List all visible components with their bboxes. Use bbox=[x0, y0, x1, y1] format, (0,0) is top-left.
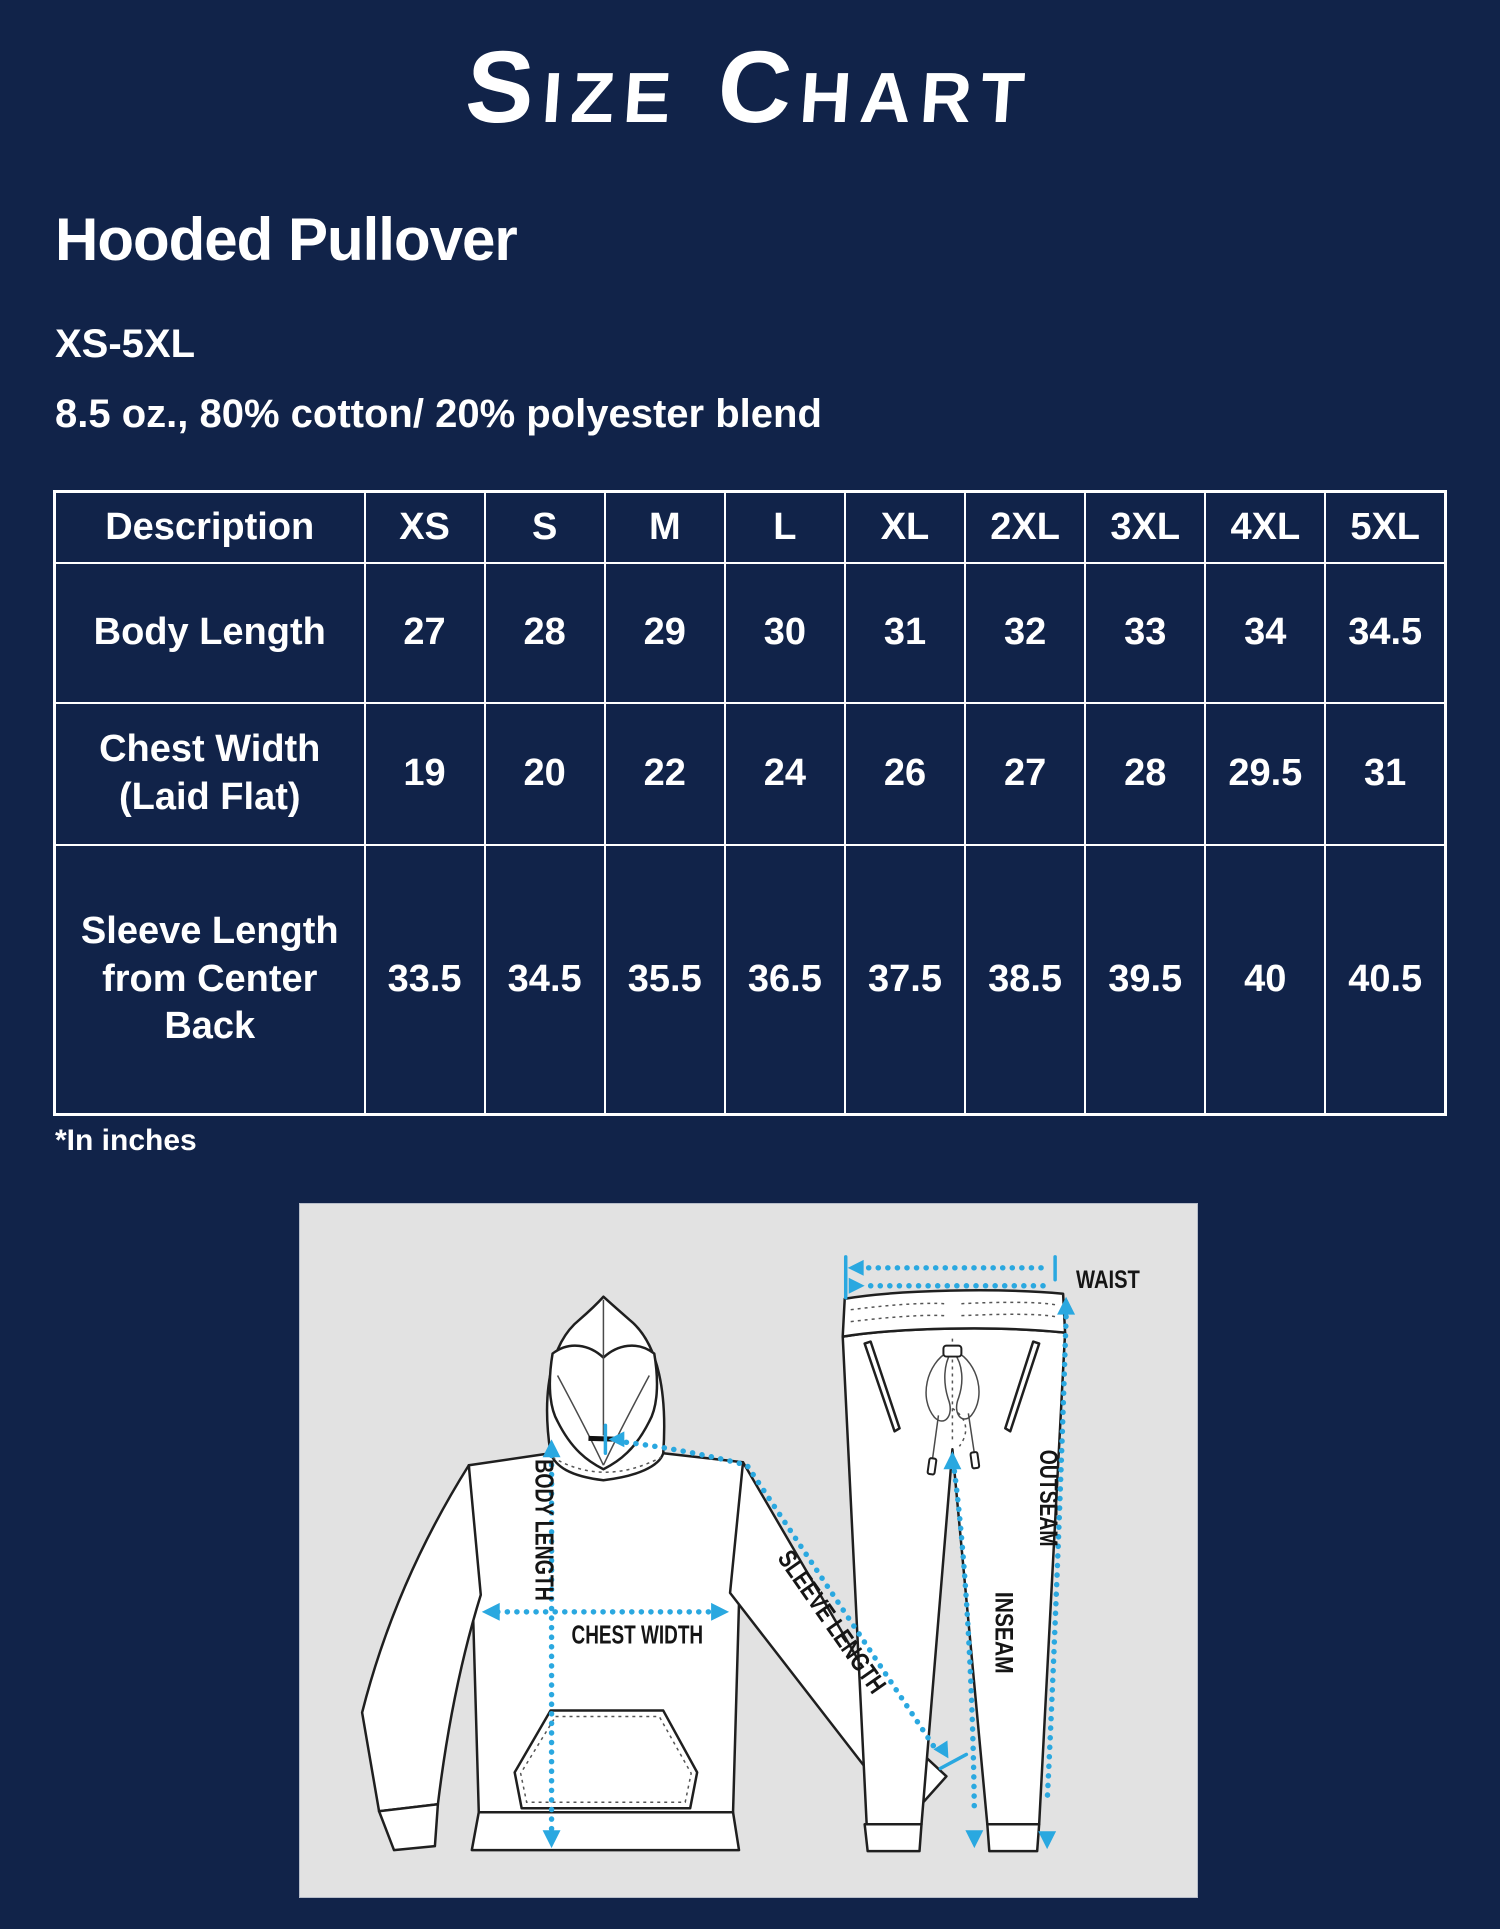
cell-value: 34.5 bbox=[485, 845, 605, 1115]
table-row-chest-width bbox=[55, 703, 1446, 845]
jogger-pants-illustration bbox=[843, 1290, 1065, 1851]
cell-value: 40.5 bbox=[1325, 845, 1445, 1115]
cell-value: 29 bbox=[605, 563, 725, 703]
table-row-sleeve-length bbox=[55, 845, 1446, 1115]
cell-value: 33.5 bbox=[365, 845, 485, 1115]
cell-value: 34.5 bbox=[1325, 563, 1445, 703]
cell-value: 27 bbox=[965, 703, 1085, 845]
cell-value: 35.5 bbox=[605, 845, 725, 1115]
column-header-l: L bbox=[725, 492, 845, 563]
cell-value: 29.5 bbox=[1205, 703, 1325, 845]
cell-value: 30 bbox=[725, 563, 845, 703]
cell-value: 37.5 bbox=[845, 845, 965, 1115]
outseam-label: OUTSEAM bbox=[1034, 1449, 1063, 1575]
page-title: Size Chart bbox=[462, 30, 1038, 144]
cell-value: 33 bbox=[1085, 563, 1205, 703]
column-header-3xl: 3XL bbox=[1085, 492, 1205, 563]
cell-value: 22 bbox=[605, 703, 725, 845]
column-header-4xl: 4XL bbox=[1205, 492, 1325, 563]
cell-value: 28 bbox=[1085, 703, 1205, 845]
cell-value: 31 bbox=[1325, 703, 1445, 845]
cell-value: 40 bbox=[1205, 845, 1325, 1115]
cell-value: 19 bbox=[365, 703, 485, 845]
column-header-m: M bbox=[605, 492, 725, 563]
column-header-description: Description bbox=[55, 492, 365, 563]
body-length-label: BODY LENGTH bbox=[529, 1459, 558, 1648]
size-table-header-row bbox=[55, 492, 1446, 563]
units-footnote: *In inches bbox=[55, 1124, 197, 1157]
size-table bbox=[53, 490, 1447, 1116]
cell-value: 31 bbox=[845, 563, 965, 703]
cell-value: 20 bbox=[485, 703, 605, 845]
cell-value: 34 bbox=[1205, 563, 1325, 703]
chest-width-label: CHEST WIDTH bbox=[571, 1621, 704, 1650]
waist-label: WAIST bbox=[1076, 1265, 1140, 1294]
column-header-2xl: 2XL bbox=[965, 492, 1085, 563]
cell-value: 28 bbox=[485, 563, 605, 703]
column-header-5xl: 5XL bbox=[1325, 492, 1445, 563]
table-row-body-length bbox=[55, 563, 1446, 703]
cell-value: 36.5 bbox=[725, 845, 845, 1115]
cell-value: 39.5 bbox=[1085, 845, 1205, 1115]
column-header-xs: XS bbox=[365, 492, 485, 563]
product-fabric-description: 8.5 oz., 80% cotton/ 20% polyester blend bbox=[55, 392, 822, 436]
product-size-range: XS-5XL bbox=[55, 322, 196, 366]
cell-value: 38.5 bbox=[965, 845, 1085, 1115]
measurement-diagram bbox=[299, 1203, 1198, 1898]
inseam-label: INSEAM bbox=[989, 1591, 1018, 1689]
column-header-s: S bbox=[485, 492, 605, 563]
cell-value: 24 bbox=[725, 703, 845, 845]
row-label: Chest Width (Laid Flat) bbox=[55, 703, 365, 845]
cell-value: 32 bbox=[965, 563, 1085, 703]
product-name: Hooded Pullover bbox=[55, 206, 517, 273]
column-header-xl: XL bbox=[845, 492, 965, 563]
sleeve-length-label: SLEEVE LENGTH bbox=[771, 1545, 919, 1739]
row-label: Sleeve Length from Center Back bbox=[55, 845, 365, 1115]
cell-value: 26 bbox=[845, 703, 965, 845]
row-label: Body Length bbox=[55, 563, 365, 703]
cell-value: 27 bbox=[365, 563, 485, 703]
